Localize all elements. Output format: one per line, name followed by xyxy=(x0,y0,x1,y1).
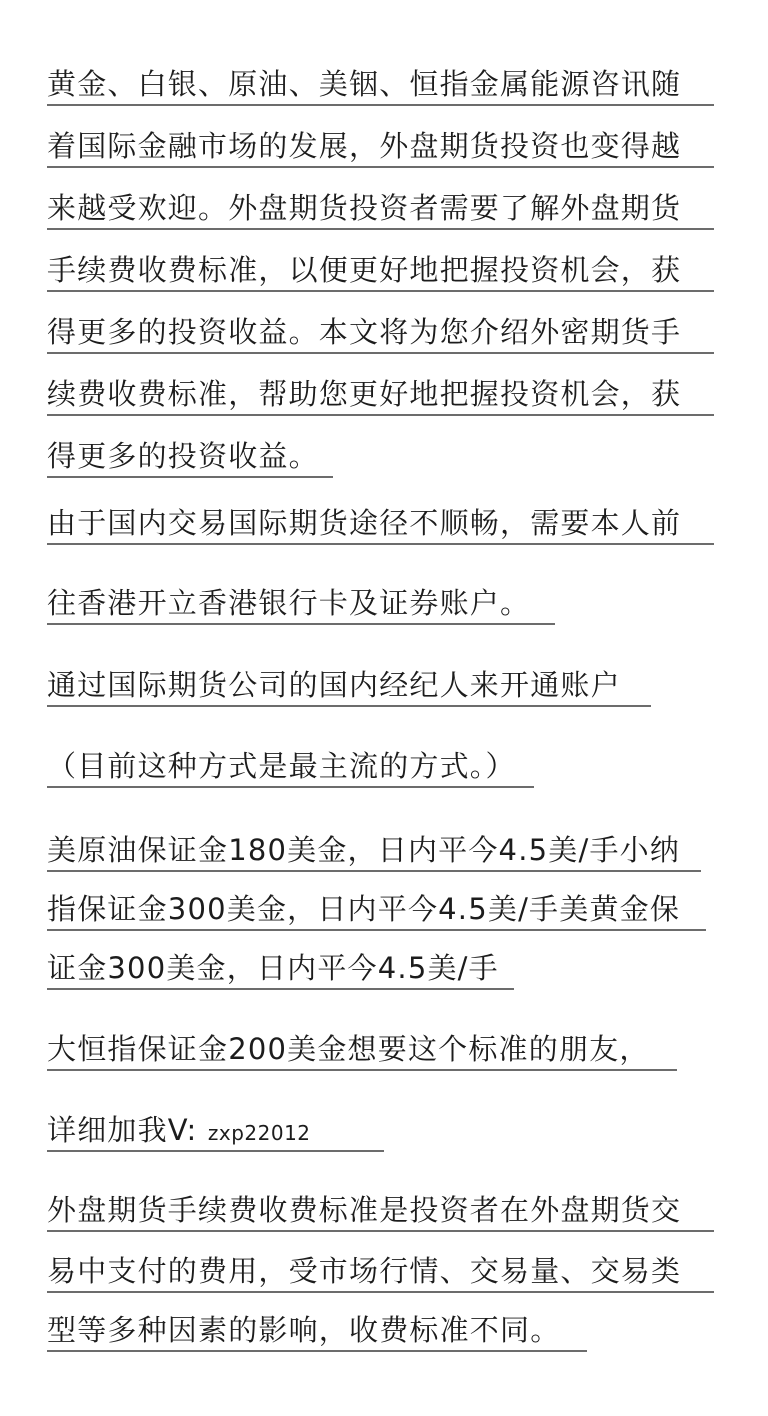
paragraph-line: 外盘期货手续费收费标准是投资者在外盘期货交 xyxy=(47,1190,714,1232)
paragraph-line: 证金300美金，日内平今4.5美/手 xyxy=(47,948,514,990)
paragraph-line: 指保证金300美金，日内平今4.5美/手美黄金保 xyxy=(47,889,706,931)
contact-line xyxy=(47,1110,384,1152)
paragraph-line: 型等多种因素的影响，收费标准不同。 xyxy=(47,1310,587,1352)
paragraph-line: 手续费收费标准，以便更好地把握投资机会，获 xyxy=(47,250,714,292)
paragraph-line: （目前这种方式是最主流的方式。） xyxy=(47,746,534,788)
paragraph-line: 美原油保证金180美金，日内平今4.5美/手小纳 xyxy=(47,830,701,872)
paragraph-line: 由于国内交易国际期货途径不顺畅，需要本人前 xyxy=(47,503,714,545)
paragraph-line: 来越受欢迎。外盘期货投资者需要了解外盘期货 xyxy=(47,188,714,230)
paragraph-line: 黄金、白银、原油、美铟、恒指金属能源咨讯随 xyxy=(47,64,714,106)
contact-id: zxp22012 xyxy=(207,1121,311,1145)
paragraph-line: 得更多的投资收益。 xyxy=(47,436,333,478)
paragraph-line: 易中支付的费用，受市场行情、交易量、交易类 xyxy=(47,1251,714,1293)
paragraph-line: 大恒指保证金200美金想要这个标准的朋友， xyxy=(47,1029,677,1071)
paragraph-line: 通过国际期货公司的国内经纪人来开通账户 xyxy=(47,665,651,707)
paragraph-line: 续费收费标准，帮助您更好地把握投资机会，获 xyxy=(47,374,714,416)
paragraph-line: 往香港开立香港银行卡及证券账户。 xyxy=(47,583,555,625)
paragraph-line: 得更多的投资收益。本文将为您介绍外密期货手 xyxy=(47,312,714,354)
contact-label: 详细加我V: xyxy=(47,1113,198,1147)
paragraph-line: 着国际金融市场的发展，外盘期货投资也变得越 xyxy=(47,126,714,168)
